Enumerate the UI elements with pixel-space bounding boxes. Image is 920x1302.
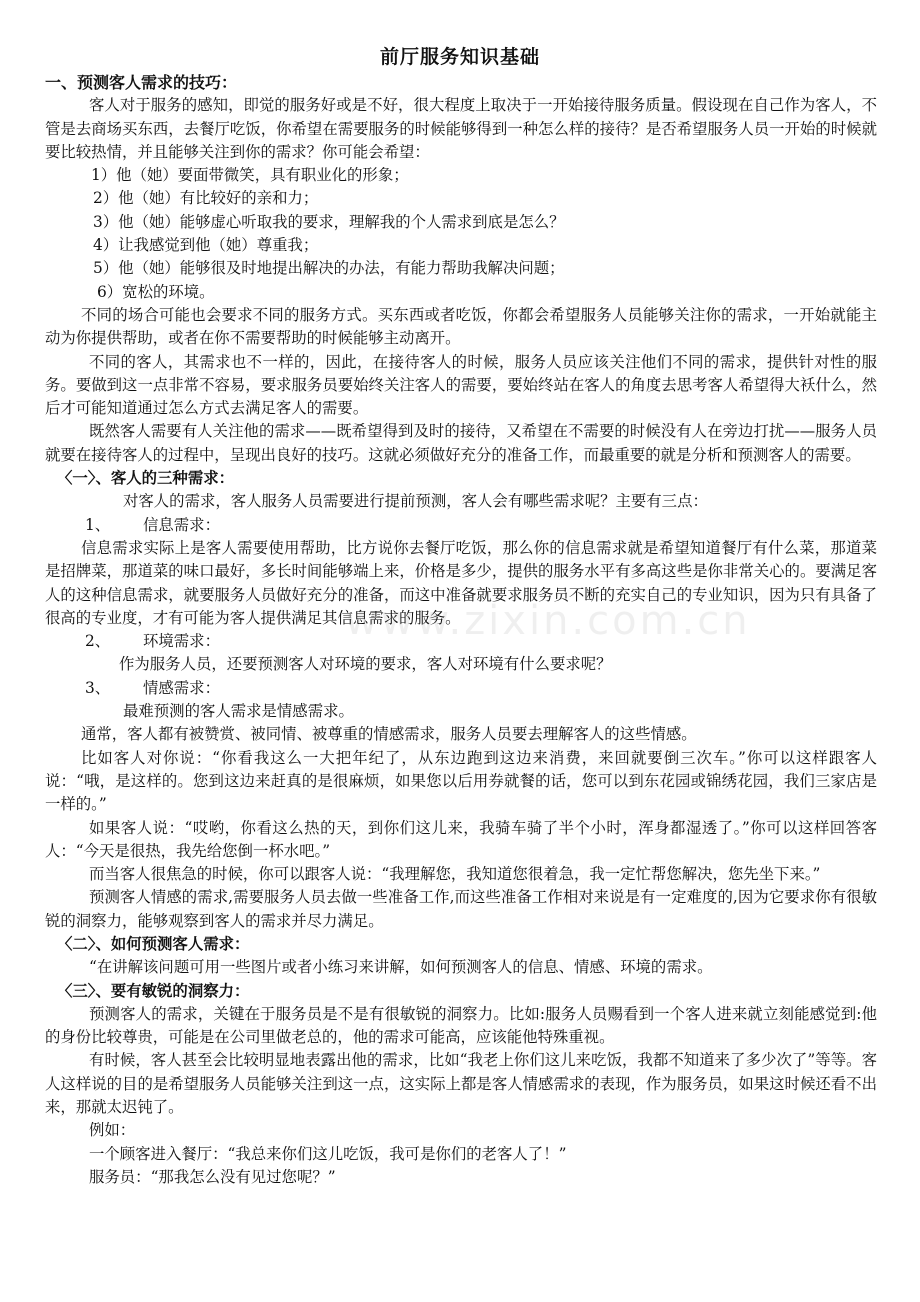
paragraph: 对客人的需求，客人服务人员需要进行提前预测，客人会有哪些需求呢？主要有三点： [123,492,708,511]
paragraph: 不同的场合可能也会要求不同的服务方式。买东西或者吃饭，你都会希望服务人员能够关注你的需求，一开始就能主动为你提供帮助，或者在你不需要帮助的时候能够主动离开。 [45,305,877,348]
need-number: 1、 [85,515,111,534]
list-item: 4）让我感觉到他（她）尊重我； [93,236,319,255]
need-item-emotion [45,677,877,700]
paragraph: 最难预测的客人需求是情感需求。 [123,702,354,721]
paragraph: 既然客人需要有人关注他的需求——既希望得到及时的接待，又希望在不需要的时候没有人在旁边打扰——服务人员就要在接待客人的过程中，呈现出良好的技巧。这就必须做好充分的准备工作，而最重要的就是分析和预测客人的需要。 [45,422,877,464]
paragraph: 如果客人说：“哎哟，你看这么热的天，到你们这儿来，我骑车骑了半个小时，浑身都湿透了。”你可以这样回答客人：“今天是很热，我先给您倒一杯水吧。” [45,818,877,860]
paragraph: 通常，客人都有被赞赏、被同情、被尊重的情感需求，服务人员要去理解客人的这些情感。 [81,725,697,744]
subsection-heading: 〈三〉、要有敏锐的洞察力： [57,981,250,1000]
need-label: 信息需求： [143,515,220,534]
paragraph: 不同的客人，其需求也不一样的，因此，在接待客人的时候，服务人员应该关注他们不同的需求，提供针对性的服务。要做到这一点非常不容易，要求服务员要始终关注客人的需要，要始终站在客人的角度去思考客人希望得大袄什么，然后才可能知道通过怎么方式去满足客人的需要。 [45,352,877,418]
need-label: 情感需求： [143,678,220,697]
paragraph: 客人对于服务的感知，即觉的服务好或是不好，很大程度上取决于一开始接待服务质量。假设现在自己作为客人，不管是去商场买东西，去餐厅吃饭，你希望在需要服务的时候能够得到一种怎么样的接待？是否希望服务人员一开始的时候就要比较热情，并且能够关注到你的需求？你可能会希望： [45,96,877,161]
need-item-info [45,514,877,537]
example-label: 例如： [89,1121,136,1140]
page-title: 前厅服务知识基础 [379,46,540,68]
list-item: 3）他（她）能够虚心听取我的要求，理解我的个人需求到底是怎么？ [93,212,565,231]
section-heading: 一、预测客人需求的技巧： [45,73,238,92]
list-item: 5）他（她）能够很及时地提出解决的办法，有能力帮助我解决问题； [93,259,565,278]
need-item-env [45,630,877,653]
paragraph: “在讲解该问题可用一些图片或者小练习来讲解，如何预测客人的信息、情感、环境的需求。 [89,958,713,977]
list-item: 1）他（她）要面带微笑，具有职业化的形象； [91,166,409,185]
paragraph: 有时候，客人甚至会比较明显地表露出他的需求，比如“我老上你们这儿来吃饭，我都不知道来了多少次了”等等。客人这样说的目的是希望服务人员能够关注到这一点，这实际上都是客人情感需求的表现，作为服务员，如果这时候还看不出来，那就太迟钝了。 [45,1051,877,1117]
subsection-heading: 〈二〉、如何预测客人需求： [57,934,250,953]
watermark: www.zixin.com.cn [345,598,751,644]
list-item: 2）他（她）有比较好的亲和力； [93,189,319,208]
paragraph: 预测客人情感的需求,需要服务人员去做一些准备工作,而这些准备工作相对来说是有一定难度的,因为它要求你有很敏锐的洞察力，能够观察到客人的需求并尽力满足。 [45,888,877,930]
paragraph: 预测客人的需求，关键在于服务员是不是有很敏锐的洞察力。比如:服务人员赐看到一个客人进来就立刻能感觉到:他的身份比较尊贵，可能是在公司里做老总的，他的需求可能高，应该能他特殊重视。 [45,1004,877,1047]
paragraph: 而当客人很焦急的时候，你可以跟客人说：“我理解您，我知道您很着急，我一定忙帮您解决，您先坐下来。” [89,865,821,884]
paragraph: 信息需求实际上是客人需要使用帮助，比方说你去餐厅吃饭，那么你的信息需求就是希望知道餐厅有什么菜，那道菜是招牌菜，那道菜的味口最好，多长时间能够端上来，价格是多少，提供的服务水平有多高这些是你非常关心的。要满足客人的这种信息需求，就要服务人员做好充分的准备，而这中准备就要求服务员不断的充实自己的专业知识，因为只有具备了很高的专业度，才有可能为客人提供满足其信息需求的服务。 [45,538,877,627]
dialog-line: 一个顾客进入餐厅：“我总来你们这儿吃饭，我可是你们的老客人了！” [89,1144,567,1163]
dialog-line: 服务员：“那我怎么没有见过您呢？” [89,1167,336,1186]
list-item: 6）宽松的环境。 [97,282,215,301]
paragraph: 作为服务人员，还要预测客人对环境的要求，客人对环境有什么要求呢？ [119,655,612,674]
need-label: 环境需求： [143,632,220,651]
need-number: 3、 [85,678,111,697]
document-body [45,71,877,1189]
subsection-heading: 〈一〉、客人的三种需求： [57,469,234,488]
need-number: 2、 [85,632,111,651]
paragraph: 比如客人对你说：“你看我这么一大把年纪了，从东边跑到这边来消费，来回就要倒三次车。”你可以这样跟客人说：“哦，是这样的。您到这边来赶真的是很麻烦，如果您以后用券就餐的话，您可以到东花园或锦绣花园，我们三家店是一样的。” [45,748,877,814]
